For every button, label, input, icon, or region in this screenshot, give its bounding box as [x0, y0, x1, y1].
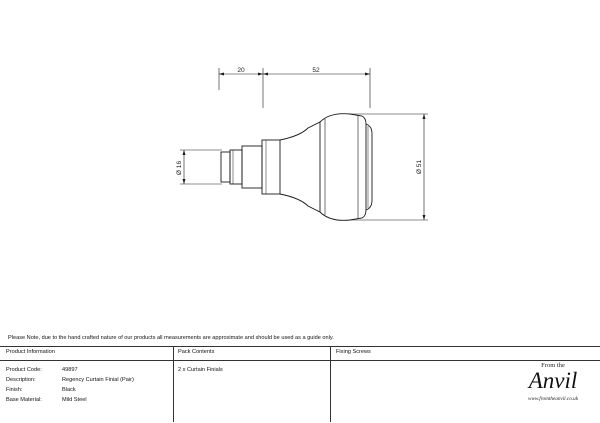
header-product-information: Product Information	[6, 349, 55, 355]
arrow-icon	[263, 73, 268, 76]
value-base-material: Mild Steel	[62, 397, 87, 403]
header-fixing-screws: Fixing Screws	[336, 349, 371, 355]
arrow-icon	[423, 114, 426, 119]
product-info-table	[0, 346, 600, 423]
arrow-icon	[183, 150, 186, 155]
value-finish: Black	[62, 387, 76, 393]
arrow-icon	[219, 73, 224, 76]
disclaimer-note: Please Note, due to the hand crafted nature of our products all measurements are approximate and should be used as a guide only.	[8, 335, 334, 341]
value-description: Regency Curtain Finial (Pair)	[62, 377, 134, 383]
arrow-icon	[365, 73, 370, 76]
label-finish: Finish:	[6, 387, 23, 393]
logo-top-text: From the	[541, 362, 565, 369]
anvil-logo	[512, 358, 594, 406]
finial-outline	[221, 114, 372, 221]
label-base-material: Base Material:	[6, 397, 42, 403]
header-pack-contents: Pack Contents	[178, 349, 215, 355]
pack-contents-value: 2 x Curtain Finials	[178, 367, 223, 373]
label-description: Description:	[6, 377, 36, 383]
arrow-icon	[183, 179, 186, 184]
dim-head-length: 52	[312, 67, 320, 74]
dim-head-diameter: Ø 51	[416, 159, 423, 175]
dim-stem-diameter: Ø 16	[176, 160, 183, 176]
label-product-code: Product Code:	[6, 367, 42, 373]
dim-stem-length: 20	[237, 67, 245, 74]
logo-name-text: Anvil	[528, 368, 578, 393]
column-divider	[330, 346, 331, 422]
column-divider	[173, 346, 174, 422]
arrow-icon	[258, 73, 263, 76]
arrow-icon	[423, 215, 426, 220]
value-product-code: 49897	[62, 367, 78, 373]
header-divider	[0, 360, 600, 361]
logo-url-text: www.fromtheanvil.co.uk	[528, 396, 578, 402]
